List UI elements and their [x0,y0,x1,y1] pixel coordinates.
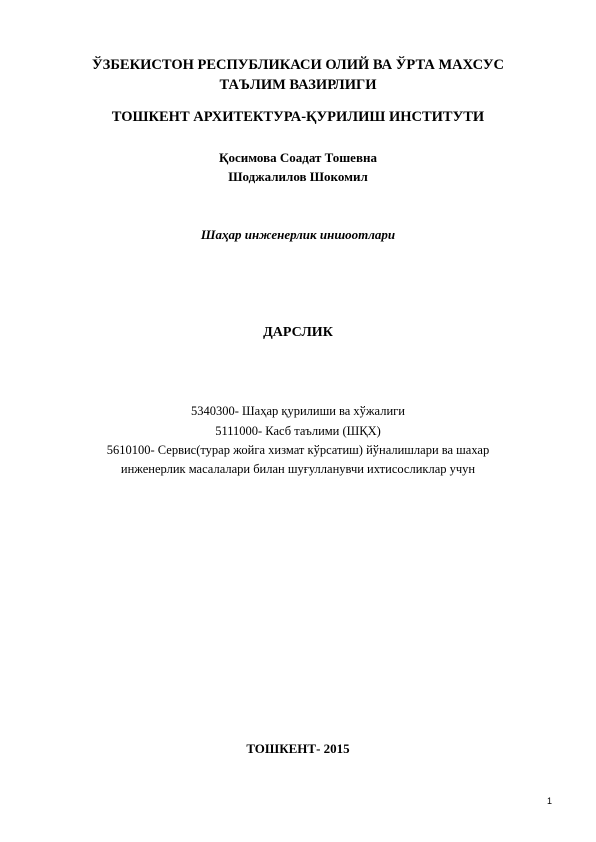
author-name-2: Шоджалилов Шокомил [228,169,368,184]
specialty-line-2: 5111000- Касб таълими (ШҚХ) [215,424,381,438]
specialty-line-3: 5610100- Сервис(турар жойга хизмат кўрсатиш) йўналишлари ва шахар [106,443,490,457]
specialty-line-1: 5340300- Шаҳар қурилиши ва хўжалиги [191,404,405,418]
author-name-1: Қосимова Соадат Тошевна [219,150,377,165]
institute-title: ТОШКЕНТ АРХИТЕКТУРА-ҚУРИЛИШ ИНСТИТУТИ [111,109,485,125]
specialty-line-4: инженерлик масалалари билан шуғулланувчи ихтисосликлар учун [120,462,476,476]
ministry-title-line-2: ТАЪЛИМ ВАЗИРЛИГИ [219,77,377,93]
document-type: ДАРСЛИК [263,325,333,340]
ministry-title-line-1: ЎЗБЕКИСТОН РЕСПУБЛИКАСИ ОЛИЙ ВА ЎРТА МАХСУС [92,57,504,73]
city-year: ТОШКЕНТ- 2015 [246,741,350,756]
page-number: 1 [546,796,552,806]
course-title: Шаҳар инженерлик иншоотлари [200,227,396,242]
